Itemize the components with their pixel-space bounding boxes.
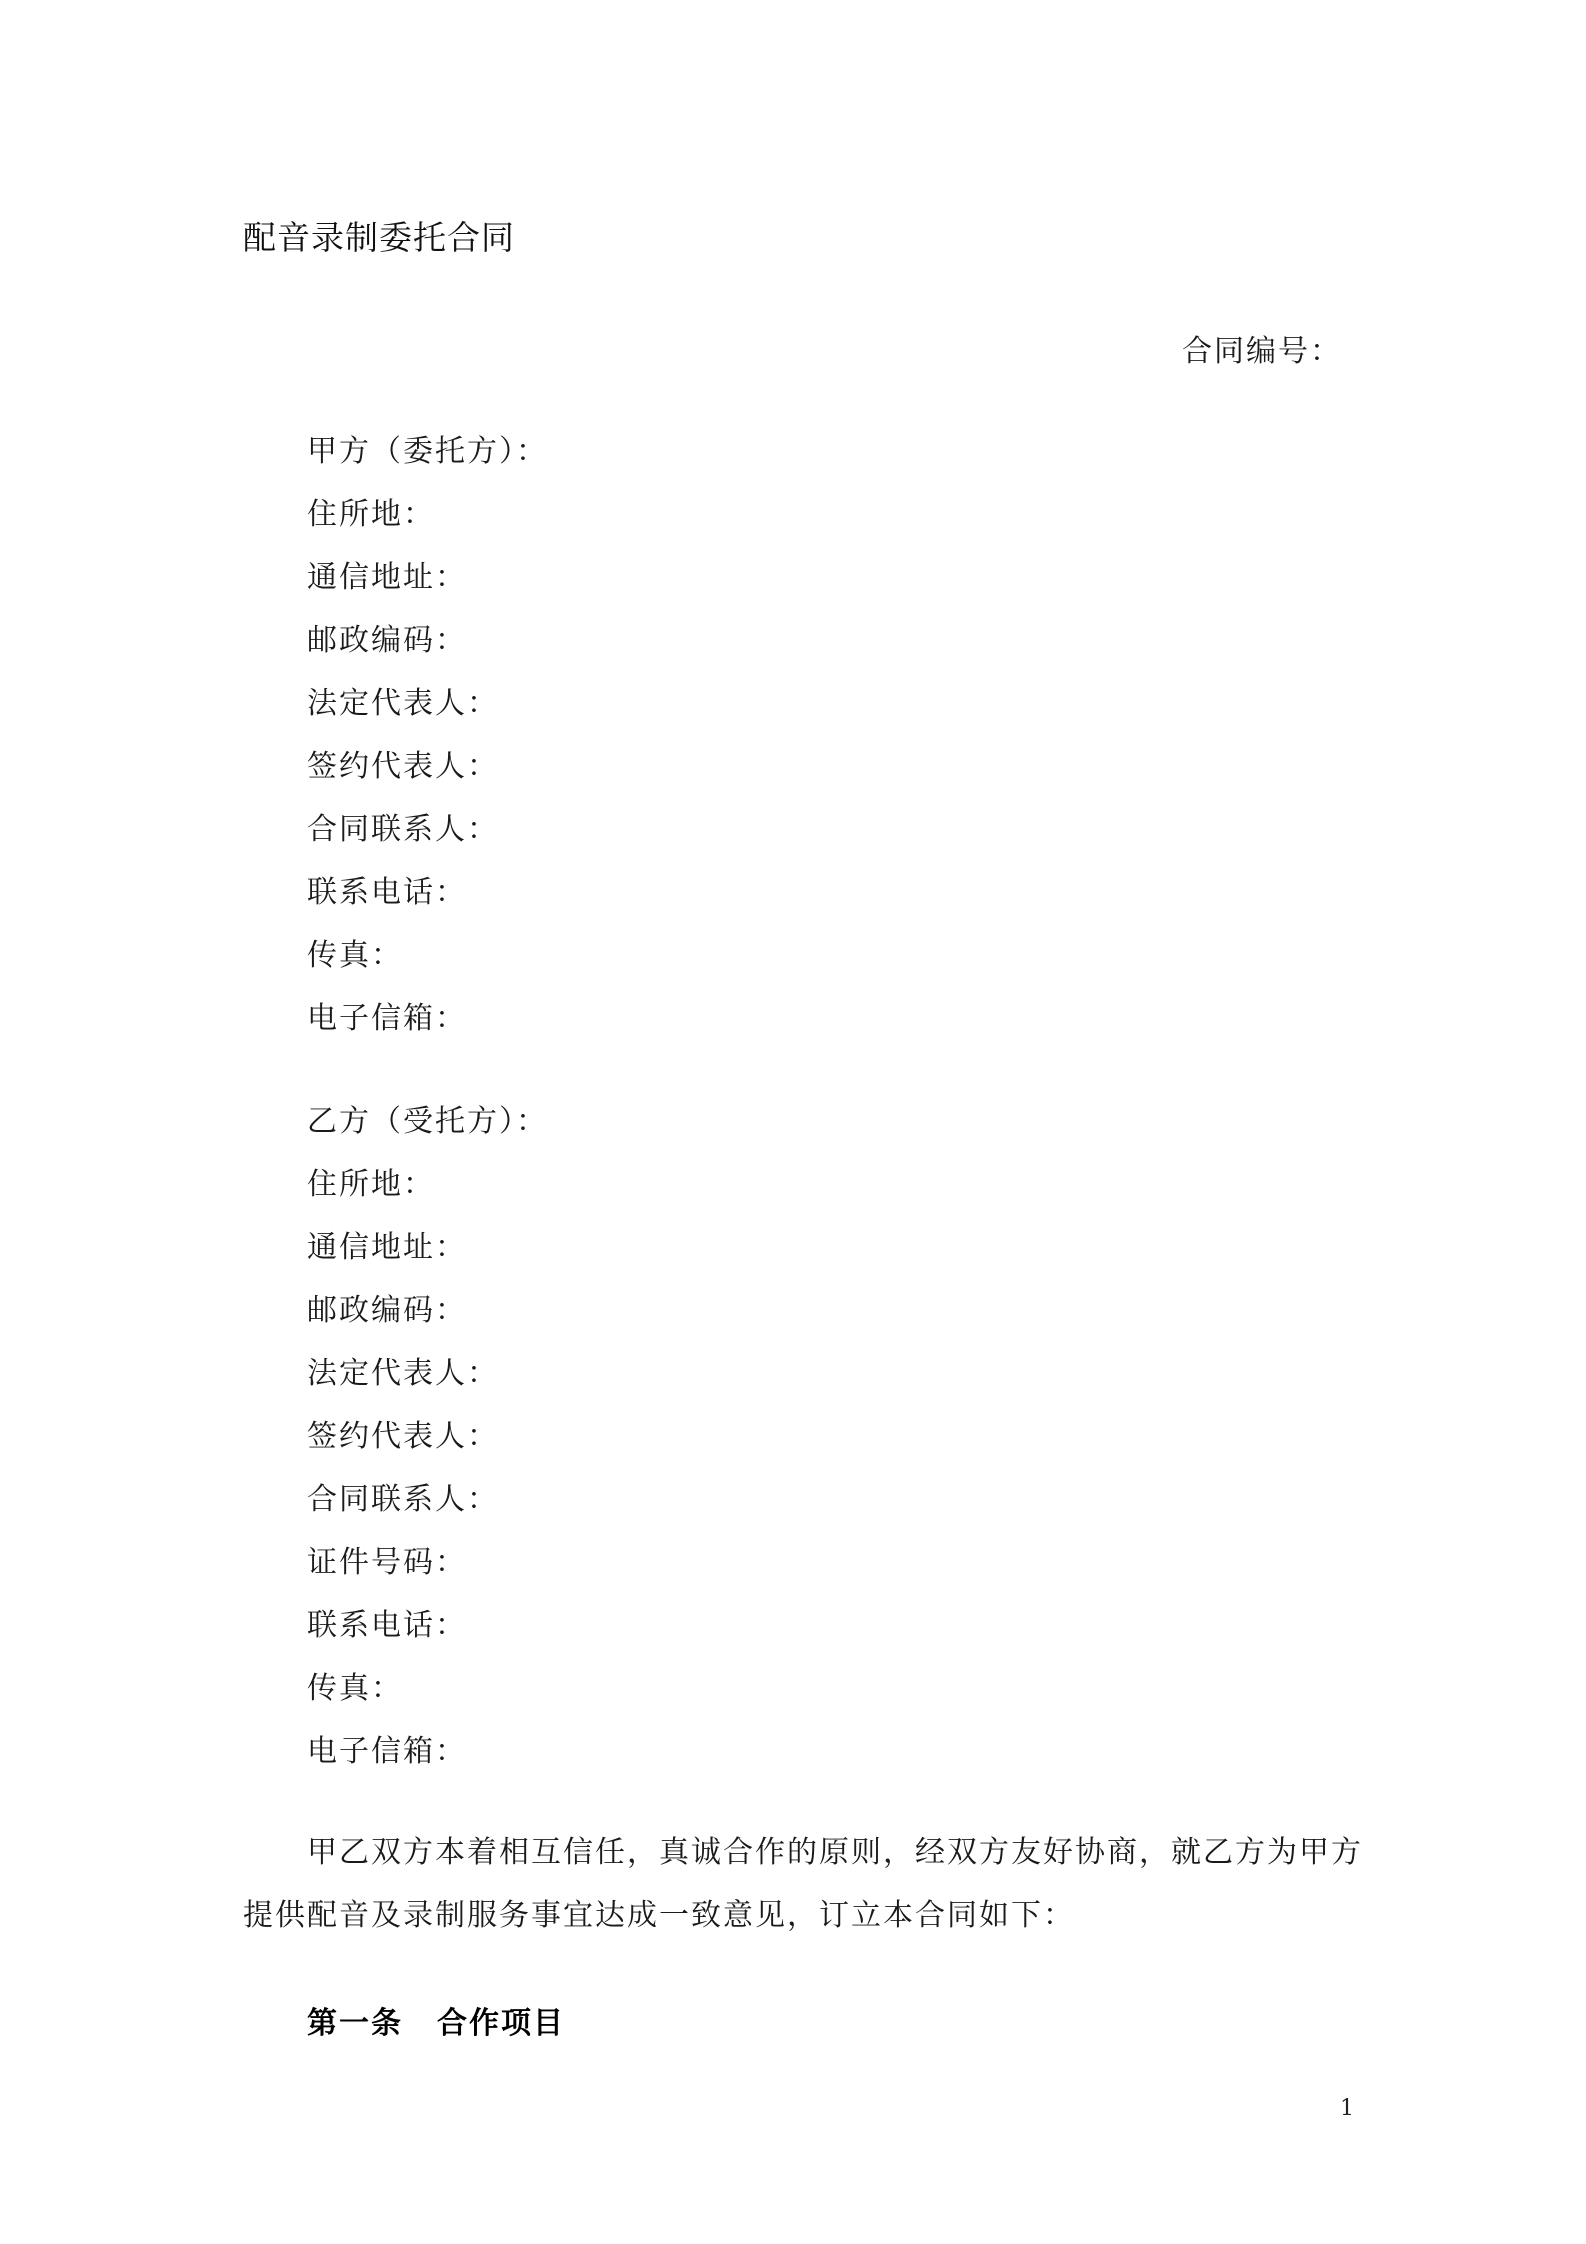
party-a-field-contact-person: 合同联系人： bbox=[307, 812, 499, 847]
party-a-field-mailing-address: 通信地址： bbox=[307, 560, 467, 595]
party-b-field-postal-code: 邮政编码： bbox=[307, 1293, 467, 1328]
party-b-field-email: 电子信箱： bbox=[307, 1734, 467, 1769]
party-b-field-fax: 传真： bbox=[307, 1671, 403, 1706]
party-a-field-phone: 联系电话： bbox=[307, 875, 467, 910]
party-b-field-legal-representative: 法定代表人： bbox=[307, 1356, 499, 1391]
page-number: 1 bbox=[1340, 2096, 1354, 2121]
party-a-field-email: 电子信箱： bbox=[307, 1001, 467, 1036]
party-b-field-id-number: 证件号码： bbox=[307, 1545, 467, 1580]
party-b-field-phone: 联系电话： bbox=[307, 1608, 467, 1643]
party-a-field-address: 住所地： bbox=[307, 497, 435, 532]
party-b-field-signing-representative: 签约代表人： bbox=[307, 1419, 499, 1454]
article-1-number: 第一条 bbox=[307, 2006, 403, 2041]
party-b-heading: 乙方（受托方）： bbox=[307, 1104, 548, 1139]
party-a-field-fax: 传真： bbox=[307, 938, 403, 973]
article-1-heading bbox=[307, 1998, 565, 2042]
preamble-line-1: 甲乙双方本着相互信任，真诚合作的原则，经双方友好协商，就乙方为甲方 bbox=[307, 1835, 1363, 1870]
party-a-field-signing-representative: 签约代表人： bbox=[307, 749, 499, 784]
party-a-field-legal-representative: 法定代表人： bbox=[307, 686, 499, 721]
party-b-field-address: 住所地： bbox=[307, 1167, 435, 1202]
party-a-heading: 甲方（委托方）： bbox=[307, 434, 548, 469]
preamble-line-2: 提供配音及录制服务事宜达成一致意见，订立本合同如下： bbox=[243, 1898, 1075, 1933]
contract-number-label: 合同编号： bbox=[1182, 334, 1342, 369]
party-b-field-contact-person: 合同联系人： bbox=[307, 1482, 499, 1517]
party-a-field-postal-code: 邮政编码： bbox=[307, 623, 467, 658]
article-1-title: 合作项目 bbox=[437, 2006, 565, 2041]
party-b-field-mailing-address: 通信地址： bbox=[307, 1230, 467, 1265]
document-title: 配音录制委托合同 bbox=[243, 218, 515, 257]
